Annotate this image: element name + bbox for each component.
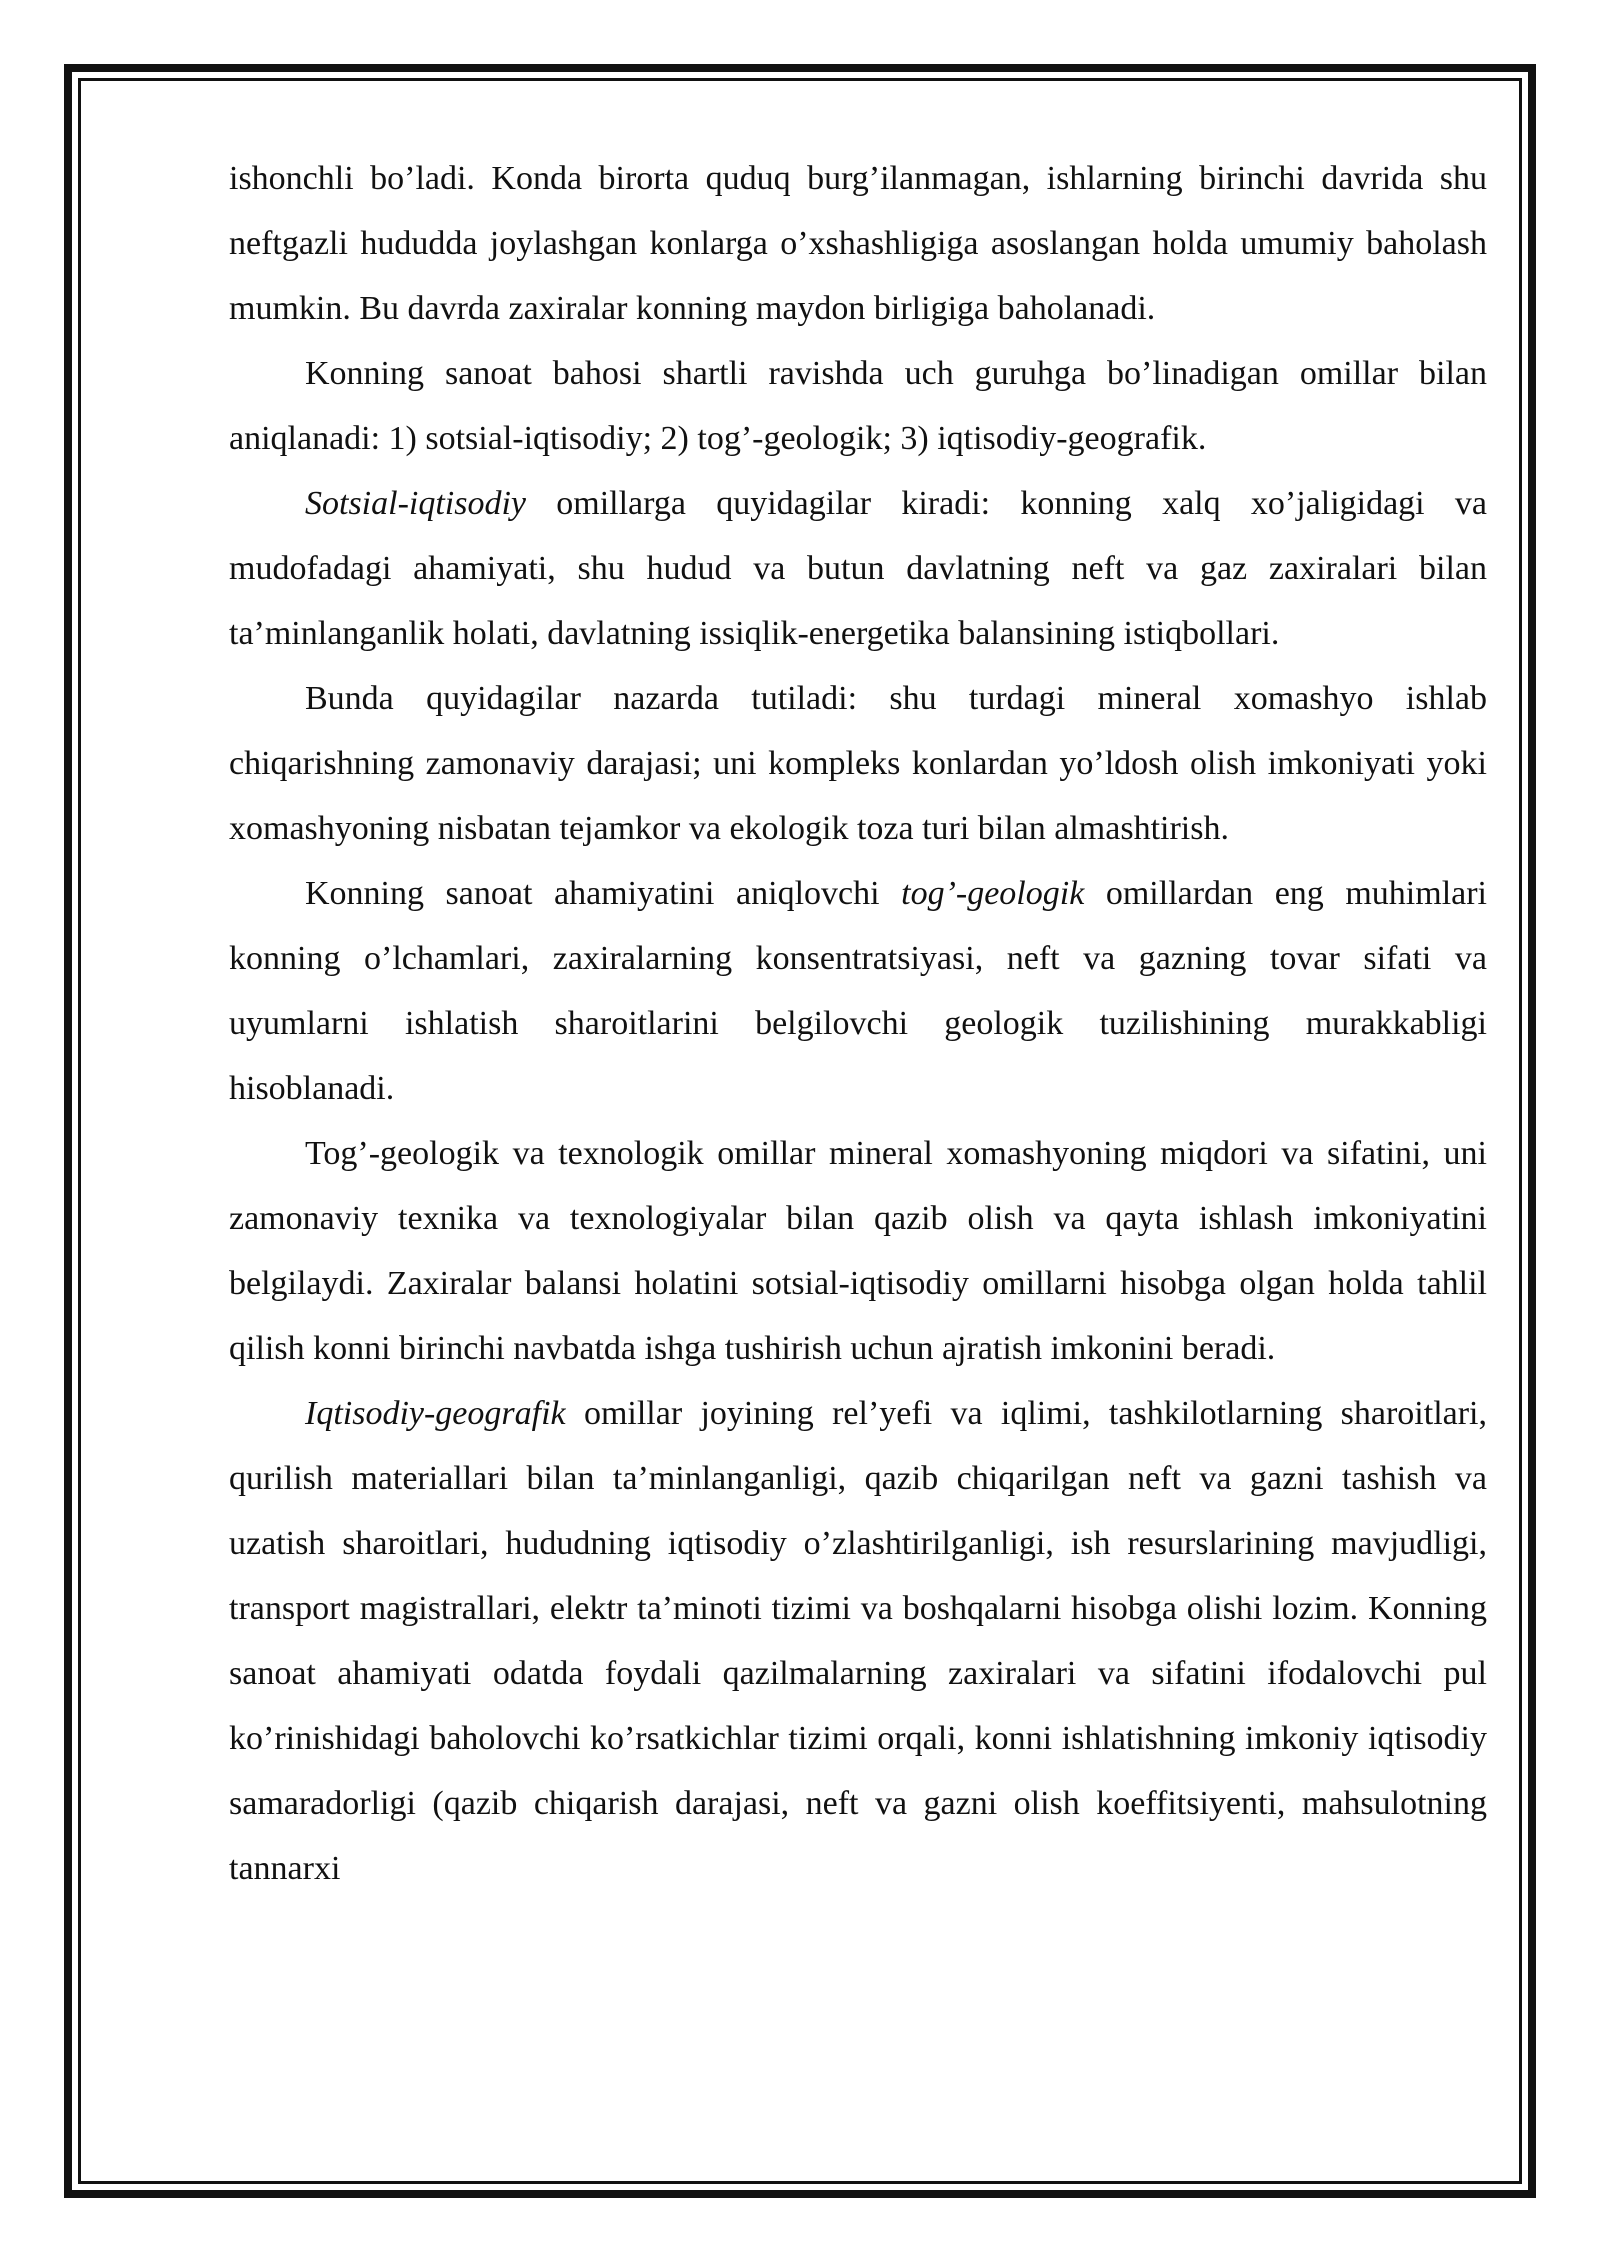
paragraph xyxy=(229,471,1487,666)
paragraph xyxy=(229,341,1487,471)
document-body xyxy=(229,146,1487,1901)
paragraph-text: omillarga quyidagilar kiradi: konning xalq xo’jaligidagi va mudofadagi ahamiyati, shu hudud va butun davlatning neft va gaz zaxiralari bilan ta’minlanganlik holati, davlatning issiqlik-energetika balansining istiqbollari. xyxy=(229,485,1487,652)
paragraph-text: omillardan eng muhimlari konning o’lchamlari, zaxiralarning konsentratsiyasi, neft va gazning tovar sifati va uyumlarni ishlatish sharoitlarini belgilovchi geologik tuzilishining murakkabligi hisoblanadi. xyxy=(229,875,1487,1107)
italic-term: tog’-geologik xyxy=(901,875,1085,912)
paragraph-text: Konning sanoat ahamiyatini aniqlovchi xyxy=(305,875,902,912)
paragraph-text: Konning sanoat bahosi shartli ravishda uch guruhga bo’linadigan omillar bilan aniqlanadi: 1) sotsial-iqtisodiy; 2) tog’-geologik; 3) iqtisodiy-geografik. xyxy=(229,355,1487,457)
italic-term: Sotsial-iqtisodiy xyxy=(305,485,526,522)
paragraph-text: Tog’-geologik va texnologik omillar mineral xomashyoning miqdori va sifatini, uni zamonaviy texnika va texnologiyalar bilan qazib olish va qayta ishlash imkoniyatini belgilaydi. Zaxiralar balansi holatini sotsial-iqtisodiy omillarni hisobga olgan holda tahlil qilish konni birinchi navbatda ishga tushirish uchun ajratish imkonini beradi. xyxy=(229,1135,1487,1367)
paragraph xyxy=(229,666,1487,861)
paragraph-text: ishonchli bo’ladi. Konda birorta quduq burg’ilanmagan, ishlarning birinchi davrida shu neftgazli hududda joylashgan konlarga o’xshashligiga asoslangan holda umumiy baholash mumkin. Bu davrda zaxiralar konning maydon birligiga baholanadi. xyxy=(229,160,1487,327)
paragraph xyxy=(229,1121,1487,1381)
italic-term: Iqtisodiy-geografik xyxy=(305,1395,566,1432)
paragraph xyxy=(229,1381,1487,1901)
paragraph xyxy=(229,146,1487,341)
paragraph-text: omillar joyining rel’yefi va iqlimi, tashkilotlarning sharoitlari, qurilish materiallari bilan ta’minlanganligi, qazib chiqarilgan neft va gazni tashish va uzatish sharoitlari, hududning iqtisodiy o’zlashtirilganligi, ish resurslarining mavjudligi, transport magistrallari, elektr ta’minoti tizimi va boshqalarni hisobga olishi lozim. Konning sanoat ahamiyati odatda foydali qazilmalarning zaxiralari va sifatini ifodalovchi pul ko’rinishidagi baholovchi ko’rsatkichlar tizimi orqali, konni ishlatishning imkoniy iqtisodiy samaradorligi (qazib chiqarish darajasi, neft va gazni olish koeffitsiyenti, mahsulotning tannarxi xyxy=(229,1395,1487,1887)
paragraph xyxy=(229,861,1487,1121)
paragraph-text: Bunda quyidagilar nazarda tutiladi: shu turdagi mineral xomashyo ishlab chiqarishning zamonaviy darajasi; uni kompleks konlardan yo’ldosh olish imkoniyati yoki xomashyoning nisbatan tejamkor va ekologik toza turi bilan almashtirish. xyxy=(229,680,1487,847)
